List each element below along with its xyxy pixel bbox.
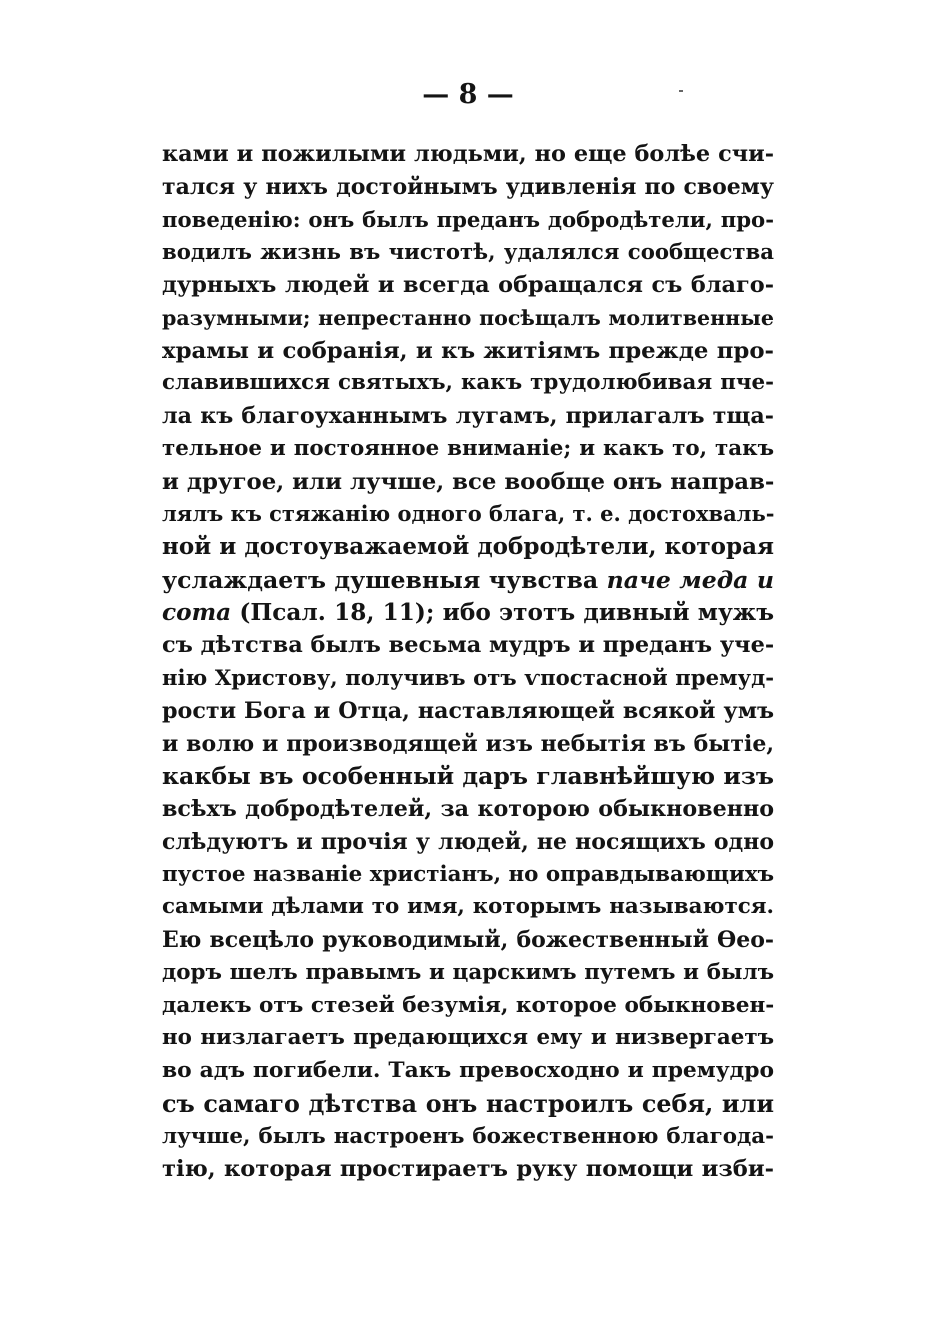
text-line: какбы въ особенный даръ главнѣйшую изъ	[162, 762, 774, 791]
text-line: водилъ жизнь въ чистотѣ, удалялся сообщества	[162, 239, 774, 265]
text-line: съ самаго дѣтства онъ настроилъ себя, или	[162, 1089, 774, 1118]
text-line	[162, 564, 774, 597]
text-line: самыми дѣлами то имя, которымъ называются.	[162, 894, 774, 920]
text-run: услаждаетъ душевныя чувства	[162, 565, 607, 594]
text-line: лучше, былъ настроенъ божественною благода-	[162, 1123, 774, 1149]
text-line: всѣхъ добродѣтелей, за которою обыкновенно	[162, 796, 774, 822]
italic-quote: сота	[162, 598, 232, 626]
text-line: славившихся святыхъ, какъ трудолюбивая пче-	[162, 370, 774, 396]
text-line: рости Бога и Отца, наставляющей всякой умъ	[162, 697, 774, 724]
text-line: ла къ благоуханнымъ лугамъ, прилагалъ тща-	[162, 403, 774, 429]
text-line: нію Христову, получивъ отъ ѵпостасной премуд-	[162, 665, 774, 690]
text-line: и волю и производящей изъ небытія въ бытіе,	[162, 730, 774, 757]
page-number: — 8 —	[422, 79, 514, 110]
text-run: (Псал. 18, 11); ибо этотъ дивный мужъ	[231, 598, 774, 626]
text-line: тался у нихъ достойнымъ удивленія по своему	[162, 173, 774, 200]
body-text	[162, 138, 774, 1186]
text-line: слѣдуютъ и прочія у людей, не носящихъ одно	[162, 828, 774, 855]
italic-quote: паче меда и	[606, 565, 774, 594]
text-line: тельное и постоянное вниманіе; и какъ то, такъ	[162, 435, 774, 461]
text-line: пустое названіе христіанъ, но оправдывающихъ	[162, 861, 774, 887]
text-line: ной и достоуважаемой добродѣтели, которая	[162, 533, 774, 560]
text-line: Ею всецѣло руководимый, божественный Ѳео-	[162, 927, 774, 953]
text-line: съ дѣтства былъ весьма мудръ и преданъ уче-	[162, 632, 775, 659]
text-line: храмы и собранія, и къ житіямъ прежде про-	[162, 337, 774, 364]
text-line: лялъ къ стяжанію одного блага, т. е. достохваль-	[162, 501, 775, 527]
text-line: тію, которая простираетъ руку помощи изби-	[162, 1156, 774, 1183]
text-line: во адъ погибели. Такъ превосходно и премудро	[162, 1058, 774, 1083]
text-line: ками и пожилыми людьми, но еще болѣе счи-	[162, 141, 774, 167]
text-line: разумными; непрестанно посѣщалъ молитвенные	[162, 305, 774, 330]
text-line	[162, 597, 774, 630]
text-line: доръ шелъ правымъ и царскимъ путемъ и былъ	[162, 959, 774, 985]
text-line: далекъ отъ стезей безумія, которое обыкновен-	[162, 992, 775, 1018]
text-line: дурныхъ людей и всегда обращался съ благо-	[162, 272, 774, 298]
print-speck	[679, 90, 683, 92]
text-line: и другое, или лучше, все вообще онъ направ-	[162, 468, 775, 495]
text-line: но низлагаетъ предающихся ему и низвергаетъ	[162, 1025, 774, 1051]
text-line: поведенію: онъ былъ преданъ добродѣтели, про-	[162, 206, 774, 232]
